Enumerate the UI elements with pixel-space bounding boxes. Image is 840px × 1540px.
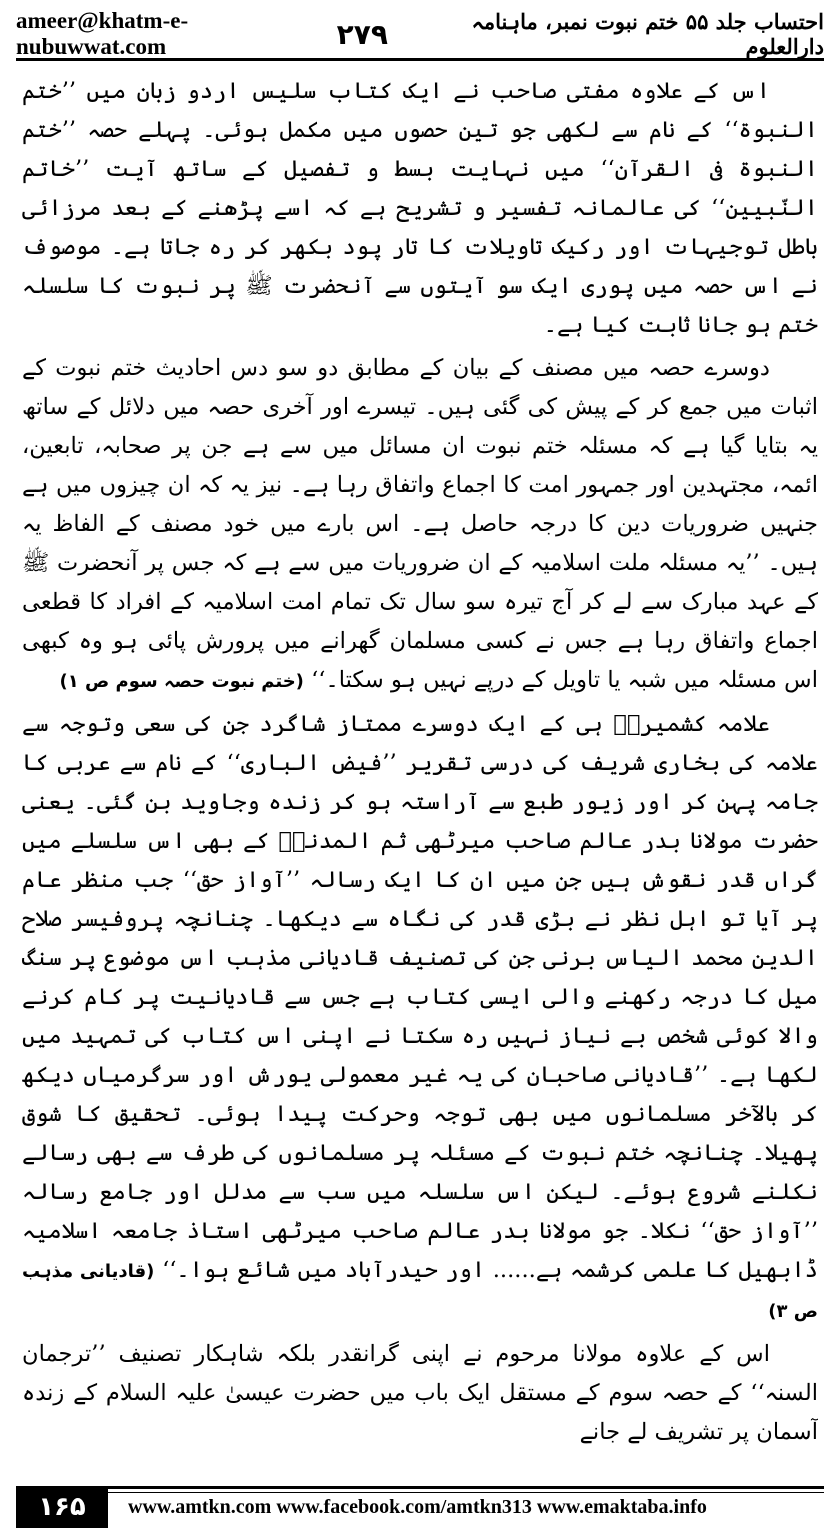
header-title: احتساب جلد ۵۵ ختم نبوت نمبر، ماہنامہ دارالعلوم (471, 9, 824, 59)
paragraph-2-text: دوسرے حصہ میں مصنف کے بیان کے مطابق دو سو دس احادیث ختم نبوت کے اثبات میں جمع کر کے پیش کی گئی ہیں۔ تیسرے اور آخری حصہ میں دلائل کے ساتھ یہ بتایا گیا ہے کہ مسئلہ ختم نبوت ان مسائل میں سے ہے جن پر صحابہ، تابعین، ائمہ، مجتہدین اور جمہور امت کا اجماع واتفاق رہا ہے۔ نیز یہ کہ ان چیزوں میں ہے جنہیں ضروریات دین کا درجہ حاصل ہے۔ اس بارے میں خود مصنف کے الفاظ یہ ہیں۔ ’’یہ مسئلہ ملت اسلامیہ کے ان ضروریات میں سے ہے کہ جس پر آنحضرت ﷺ کے عہد مبارک سے لے کر آج تیرہ سو سال تک تمام امت اسلامیہ کے افراد کا قطعی اجماع واتفاق رہا ہے جس نے کسی مسلمان گھرانے میں پرورش پائی ہو وہ کبھی اس مسئلہ میں شبہ یا تاویل کے درپے نہیں ہو سکتا۔‘‘ (22, 355, 818, 693)
header-center (337, 18, 388, 51)
reference-1: (ختم نبوت حصہ سوم ص ۱) (59, 671, 304, 692)
paragraph-1 (22, 72, 818, 345)
page-footer (16, 1486, 824, 1528)
paragraph-3-text: علامہ کشمیریؒ ہی کے ایک دوسرے ممتاز شاگرد جن کی سعی وتوجہ سے علامہ کی بخاری شریف کی درسی تقریر ’’فیض الباری‘‘ کے نام سے عربی کا جامہ پہن کر اور زیور طبع سے آراستہ ہو کر زندہ وجاوید بن گئی۔ یعنی حضرت مولانا بدر عالم صاحب میرٹھی ثم المدنیؒ کے بھی اس سلسلے میں گراں قدر نقوش ہیں جن میں ان کا ایک رسالہ ’’آواز حق‘‘ جب منظر عام پر آیا تو اہل نظر نے بڑی قدر کی نگاہ سے دیکھا۔ چنانچہ پروفیسر صلاح الدین محمد الیاس برنی جن کی تصنیف قادیانی مذہب اس موضوع پر سنگ میل کا درجہ رکھنے والی ایسی کتاب ہے جس سے قادیانیت پر کام کرنے والا کوئی شخص بے نیاز نہیں رہ سکتا نے اپنی اس کتاب کی تمہید میں لکھا ہے۔ ’’قادیانی صاحبان کی یہ غیر معمولی یورش اور سرگرمیاں دیکھ کر بالآخر مسلمانوں میں بھی توجہ وحرکت پیدا ہوئی۔ تحقیق کا شوق پھیلا۔ چنانچہ ختم نبوت کے مسئلہ پر مسلمانوں کی طرف سے بھی رسالے نکلنے شروع ہوئے۔ لیکن اس سلسلہ میں سب سے مدلل اور جامع رسالہ ’’آواز حق‘‘ نکلا۔ جو مولانا بدر عالم صاحب میرٹھی استاذ جامعہ اسلامیہ ڈابھیل کا علمی کرشمہ ہے...... اور حیدرآباد میں شائع ہوا۔‘‘ (22, 711, 818, 1283)
article-body (22, 72, 818, 1467)
paragraph-1-text: اس کے علاوہ مفتی صاحب نے ایک کتاب سلیس اردو زبان میں ’’ختم النبوۃ‘‘ کے نام سے لکھی جو تین حصوں میں مکمل ہوئی۔ پہلے حصہ ’’ختم النبوۃ فی القرآن‘‘ میں نہایت بسط و تفصیل کے ساتھ آیت ’’خاتم النّبیین‘‘ کی عالمانہ تفسیر و تشریح ہے کہ اسے پڑھنے کے بعد مرزائی باطل توجیہات اور رکیک تاویلات کا تار پود بکھر کر رہ جاتا ہے۔ موصوف نے اس حصہ میں پوری ایک سو آیتوں سے آنحضرت ﷺ پر نبوت کا سلسلہ ختم ہو جانا ثابت کیا ہے۔ (22, 78, 818, 338)
footer-links: www.amtkn.com www.facebook.com/amtkn313 www.emaktaba.info (128, 1496, 707, 1518)
paragraph-4 (22, 1335, 818, 1452)
footer-rule-thin (108, 1492, 824, 1493)
paragraph-2 (22, 349, 818, 701)
header-page-number: ۲۷۹ (336, 17, 388, 51)
header-email: ameer@khatm-e-nubuwwat.com (16, 8, 189, 59)
header-rule (16, 58, 824, 61)
footer-rule (108, 1486, 824, 1489)
footer-page-number: ۱۶۵ (16, 1486, 108, 1528)
reference-2: (قادیانی مذہب ص ۳) (22, 1261, 818, 1322)
paragraph-3 (22, 705, 818, 1331)
paragraph-4-text: اس کے علاوہ مولانا مرحوم نے اپنی گرانقدر بلکہ شاہکار تصنیف ’’ترجمان السنہ‘‘ کے حصہ سوم کے مستقل ایک باب میں حضرت عیسیٰ علیہ السلام کے زندہ آسمان پر تشریف لے جانے (22, 1341, 818, 1445)
page-header (16, 8, 824, 59)
